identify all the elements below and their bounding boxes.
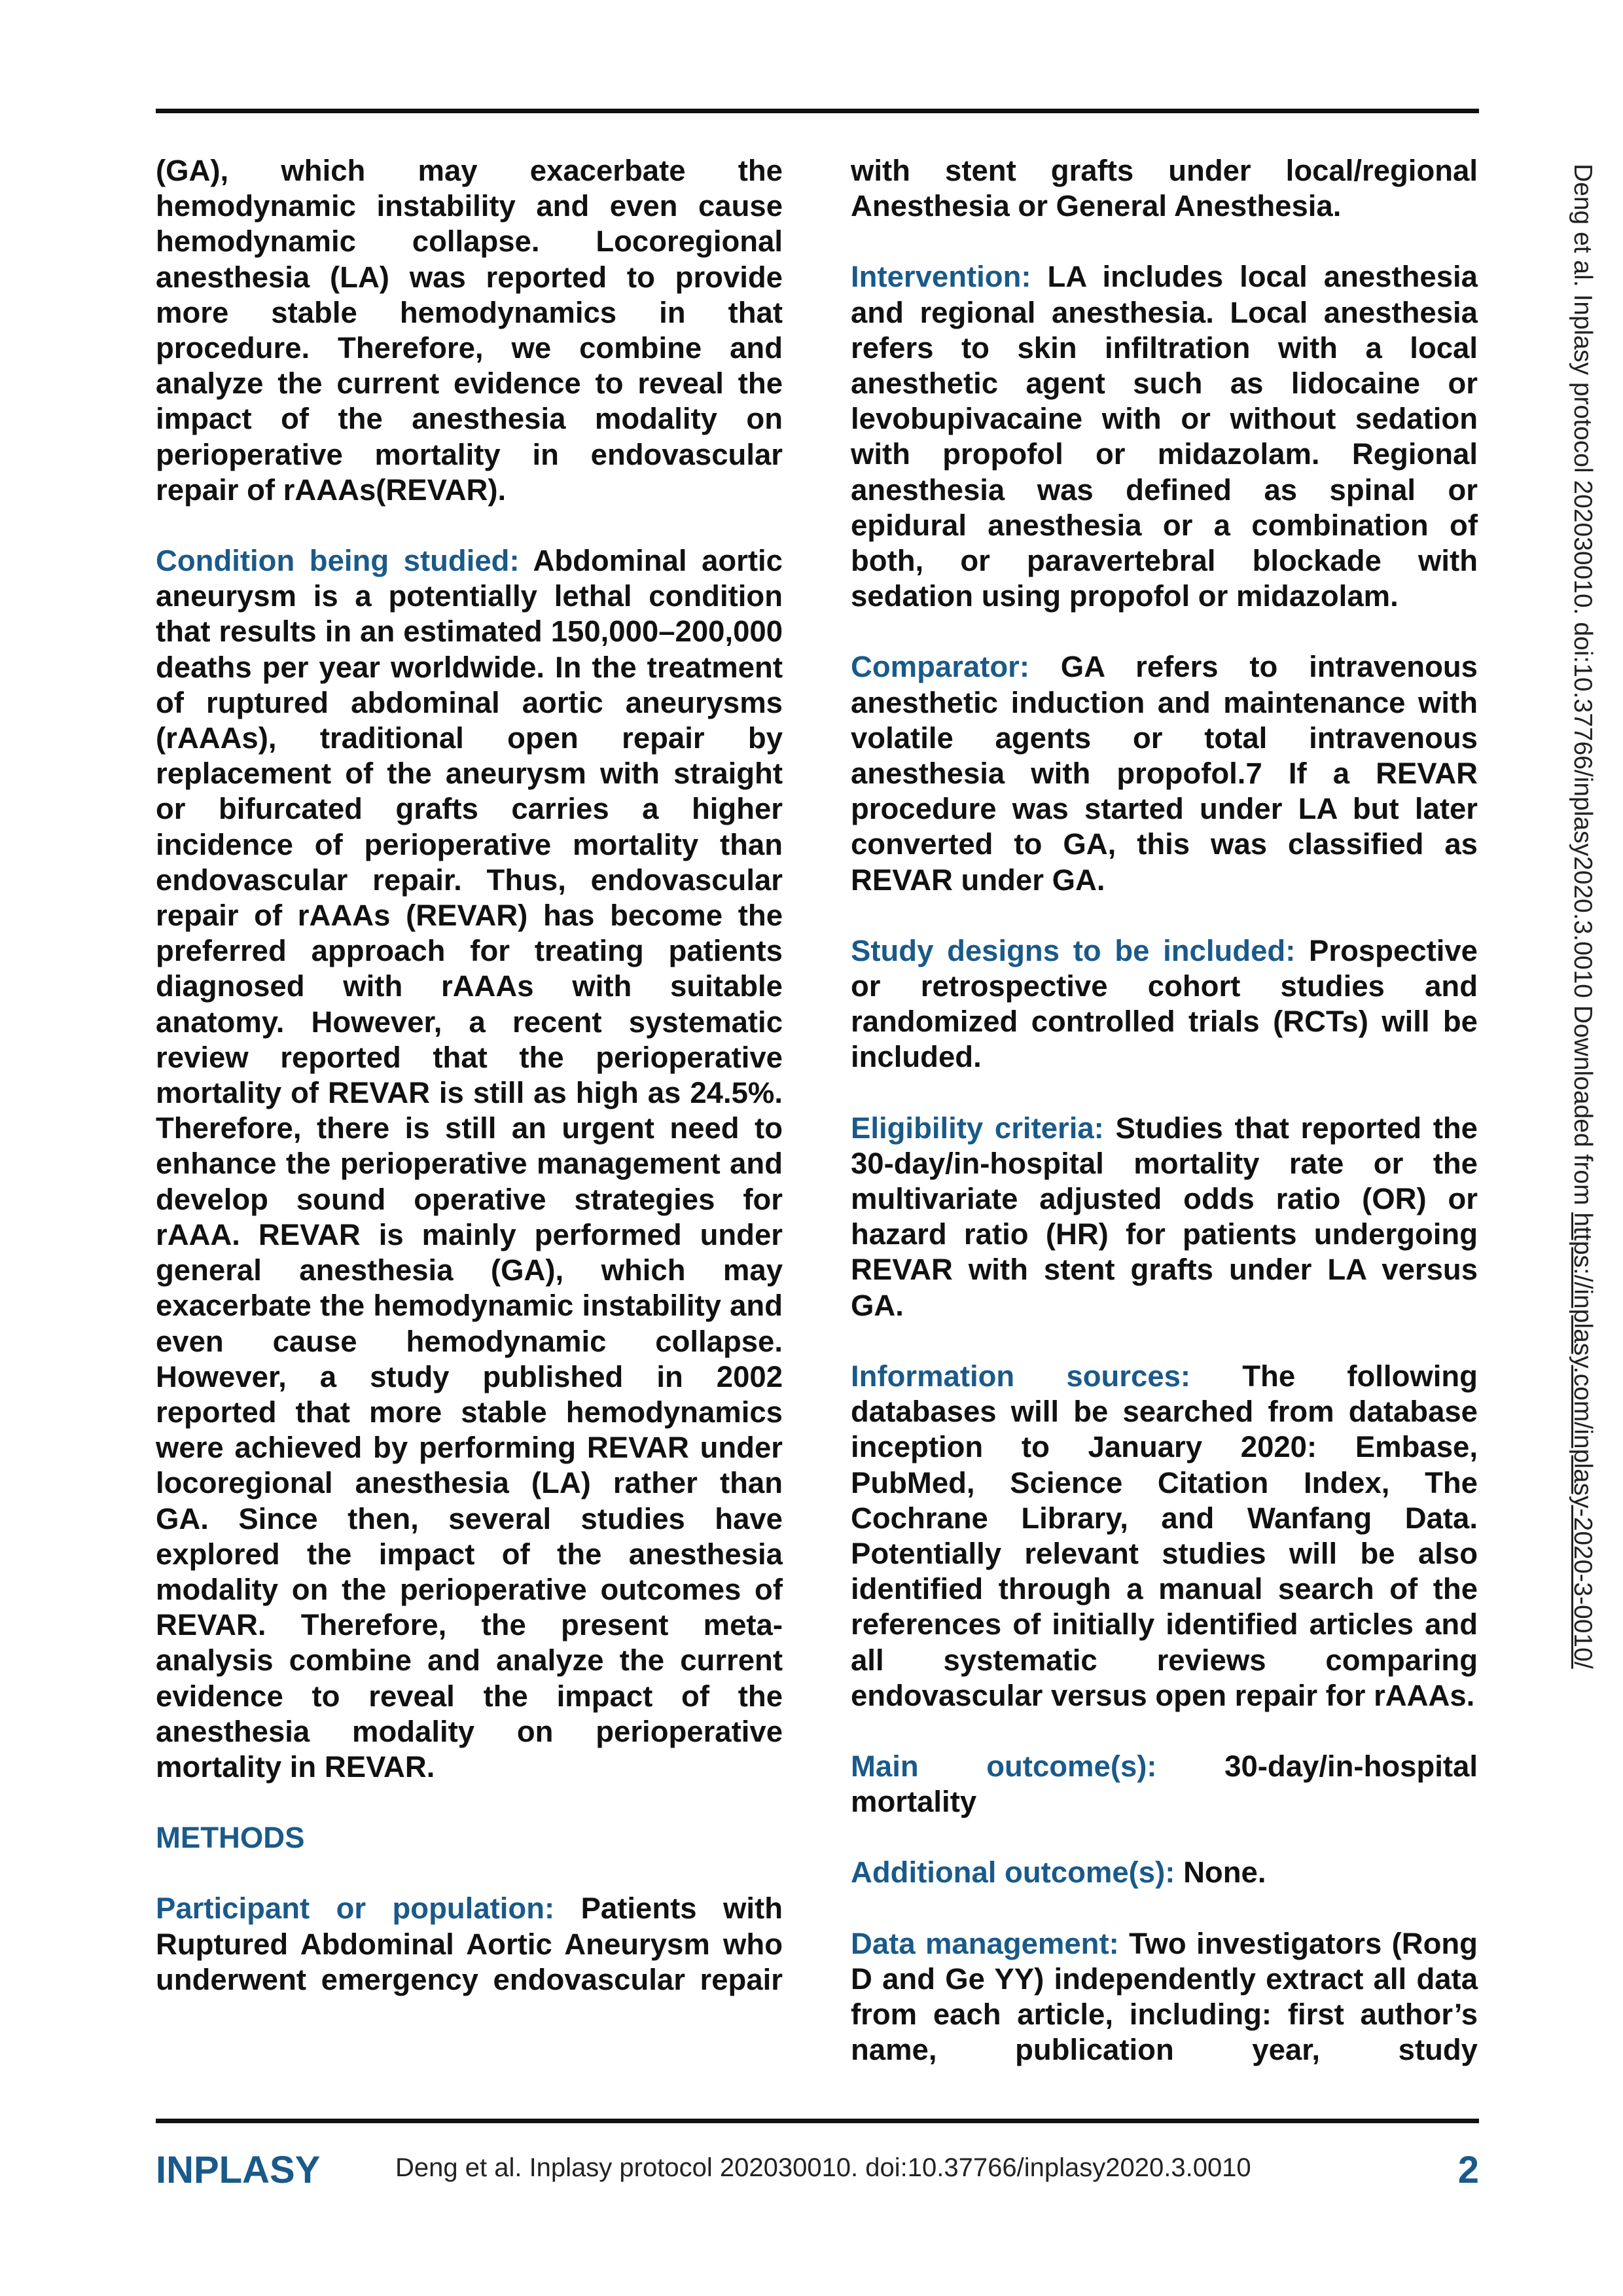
participant-label: Participant or population:: [156, 1892, 555, 1926]
sources-label: Information sources:: [851, 1359, 1191, 1393]
intervention-text: LA includes local anesthesia and regional anesthesia. Local anesthesia refers to skin infiltration with a local anesthetic agent such as lidocaine or levobupivacaine with or without sedation with propofol or midazolam. Regional anesthesia was defined as spinal or epidural anesthesia or a combination of both, or paravertebral blockade with sedation using propofol or midazolam.: [851, 260, 1478, 613]
page-number: 2: [1457, 2149, 1479, 2191]
footer-brand: INPLASY: [156, 2149, 321, 2191]
additional-outcome-text: None.: [1175, 1856, 1266, 1890]
footer-rule: [156, 2119, 1479, 2123]
condition-text: Abdominal aortic aneurysm is a potentially lethal condition that results in an estimated 150,000–200,000 deaths per year worldwide. In the treatment of ruptured abdominal aortic aneurysms (rAAAs), traditional open repair by replacement of the aneurysm with straight or bifurcated grafts carries a higher incidence of perioperative mortality than endovascular repair. Thus, endovascular repair of rAAAs (REVAR) has become the preferred approach for treating patients diagnosed with rAAAs with suitable anatomy. However, a recent systematic review reported that the perioperative mortality of REVAR is still as high as 24.5%. Therefore, there is still an urgent need to enhance the perioperative management and develop sound operative strategies for rAAA. REVAR is mainly performed under general anesthesia (GA), which may exacerbate the hemodynamic instability and even cause hemodynamic collapse. However, a study published in 2002 reported that more stable hemodynamics were achieved by performing REVAR under locoregional anesthesia (LA) rather than GA. Since then, several studies have explored the impact of the anesthesia modality on the perioperative outcomes of REVAR. Therefore, the present meta-analysis combine and analyze the current evidence to reveal the impact of the anesthesia modality on perioperative mortality in REVAR.: [156, 544, 783, 1784]
eligibility-label: Eligibility criteria:: [851, 1111, 1104, 1145]
data-management-label: Data management:: [851, 1926, 1119, 1960]
comparator-text: GA refers to intravenous anesthetic induction and maintenance with volatile agents or total intravenous anesthesia with propofol.7 If a REVAR procedure was started under LA but later converted to GA, this was classified as REVAR under GA.: [851, 650, 1478, 897]
sources-text: The following databases will be searched from database inception to January 2020: Embase, PubMed, Science Citation Index, The Cochrane Library, and Wanfang Data. Potentially relevant studies will be also identified through a manual search of the references of initially identified articles and all systematic reviews comparing endovascular versus open repair for rAAAs.: [851, 1359, 1478, 1712]
designs-text: Prospective or retrospective cohort studies and randomized controlled trials (RCTs) will be included.: [851, 933, 1478, 1074]
main-outcome-paragraph: [851, 1749, 1478, 1820]
main-outcome-text: 30-day/in-hospital mortality: [851, 1749, 1478, 1819]
condition-paragraph: [156, 543, 783, 1785]
participant-text: Patients with Ruptured Abdominal Aortic Aneurysm who underwent emergency endovascular repair: [156, 1892, 783, 1996]
additional-outcome-paragraph: [851, 1855, 1478, 1890]
designs-paragraph: [851, 933, 1478, 1075]
comparator-paragraph: [851, 649, 1478, 897]
data-management-text: Two investigators (Rong D and Ge YY) independently extract all data from each article, including: first author’s name, publication year, study: [851, 1926, 1478, 2067]
side-download-note: [1568, 164, 1597, 1669]
comparator-label: Comparator:: [851, 650, 1030, 684]
eligibility-text: Studies that reported the 30-day/in-hospital mortality rate or the multivariate adjusted odds ratio (OR) or hazard ratio (HR) for patients undergoing REVAR with stent grafts under LA versus GA.: [851, 1111, 1478, 1322]
participant-paragraph: [156, 1891, 783, 1998]
additional-outcome-label: Additional outcome(s):: [851, 1856, 1175, 1890]
eligibility-paragraph: [851, 1111, 1478, 1323]
right-column: [851, 153, 1478, 2103]
main-outcome-label: Main outcome(s):: [851, 1749, 1157, 1783]
sources-paragraph: [851, 1359, 1478, 1713]
data-management-paragraph: [851, 1926, 1478, 2068]
footer-citation: Deng et al. Inplasy protocol 202030010. doi:10.37766/inplasy2020.3.0010: [395, 2153, 1251, 2182]
condition-label: Condition being studied:: [156, 544, 520, 578]
intervention-label: Intervention:: [851, 260, 1031, 294]
methods-heading: METHODS: [156, 1821, 305, 1855]
left-column: [156, 153, 783, 2033]
designs-label: Study designs to be included:: [851, 933, 1296, 967]
continuation-paragraph: with stent grafts under local/regional Anesthesia or General Anesthesia.: [851, 154, 1478, 223]
side-note-text: Deng et al. Inplasy protocol 202030010. doi:10.37766/inplasy2020.3.0010 Downloaded from: [1569, 164, 1597, 1213]
header-rule: [156, 109, 1479, 113]
intro-paragraph: (GA), which may exacerbate the hemodynamic instability and even cause hemodynamic collapse. Locoregional anesthesia (LA) was reported to provide more stable hemodynamics in that procedure. Therefore, we combine and analyze the current evidence to reveal the impact of the anesthesia modality on perioperative mortality in endovascular repair of rAAAs(REVAR).: [156, 154, 783, 507]
side-note-link[interactable]: https://inplasy.com/inplasy-2020-3-0010/: [1569, 1212, 1597, 1669]
intervention-paragraph: [851, 259, 1478, 614]
